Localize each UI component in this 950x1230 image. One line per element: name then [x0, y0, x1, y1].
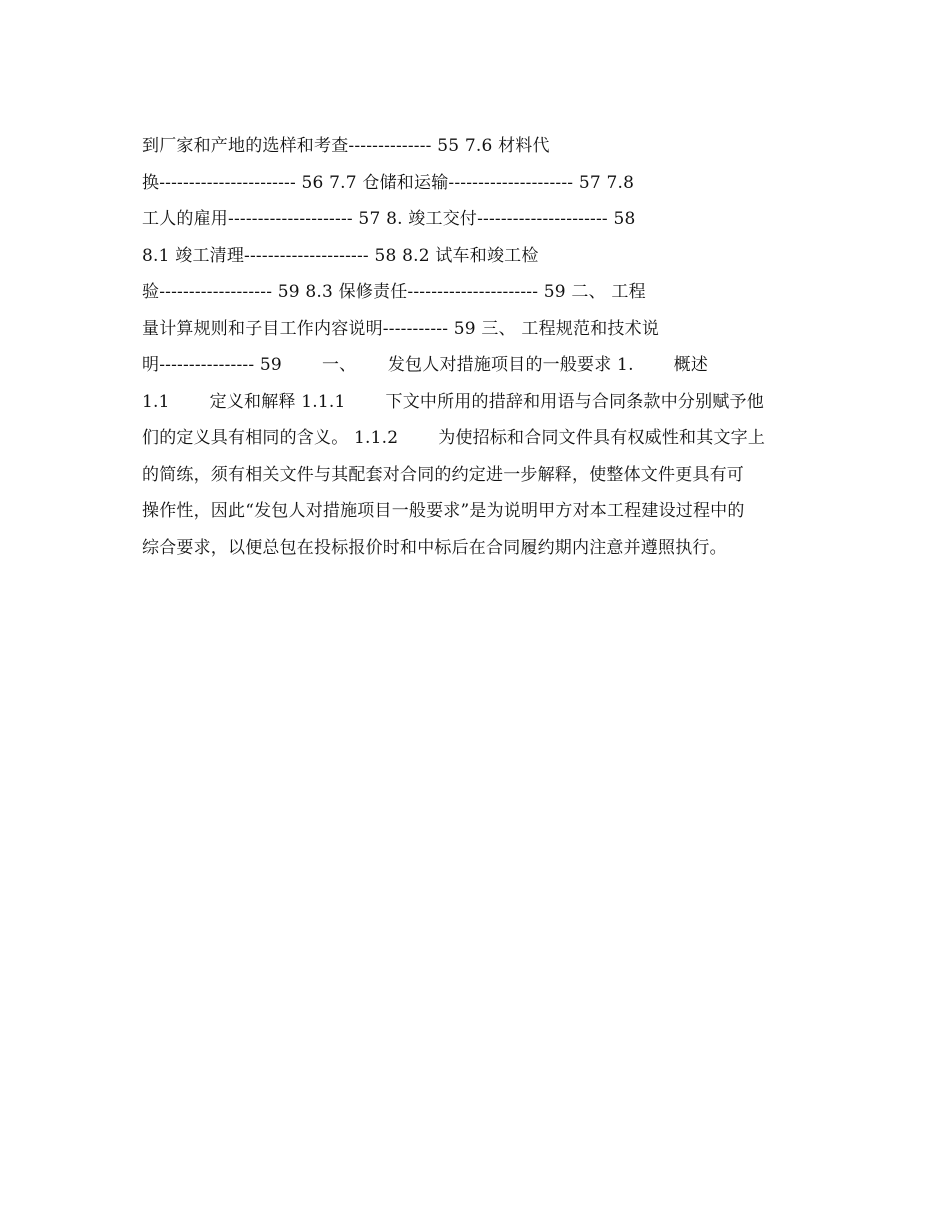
- text-line: 的简练，须有相关文件与其配套对合同的约定进一步解释，使整体文件更具有可: [142, 464, 744, 485]
- body-text: [142, 128, 812, 566]
- text-line: 验------------------- 59 8.3 保修责任---------------------- 59 二、 工程: [142, 282, 646, 302]
- text-line: 到厂家和产地的选样和考查-------------- 55 7.6 材料代: [142, 136, 550, 156]
- text-line: 明---------------- 59 一、 发包人对措施项目的一般要求 1. 概述: [142, 355, 709, 375]
- text-line: 换----------------------- 56 7.7 仓储和运输--------------------- 57 7.8: [142, 172, 635, 193]
- text-line: 8.1 竣工清理--------------------- 58 8.2 试车和竣工检: [142, 245, 539, 266]
- text-line: 工人的雇用--------------------- 57 8. 竣工交付---------------------- 58: [142, 209, 636, 229]
- text-line: 1.1 定义和解释 1.1.1 下文中所用的措辞和用语与合同条款中分别赋予他: [142, 391, 764, 412]
- text-line: 量计算规则和子目工作内容说明----------- 59 三、 工程规范和技术说: [142, 318, 660, 339]
- text-line: 综合要求，以便总包在投标报价时和中标后在合同履约期内注意并遵照执行。: [142, 537, 727, 558]
- text-line: 们的定义具有相同的含义。 1.1.2 为使招标和合同文件具有权威性和其文字上: [142, 428, 766, 448]
- text-line: 操作性，因此“发包人对措施项目一般要求”是为说明甲方对本工程建设过程中的: [142, 501, 745, 521]
